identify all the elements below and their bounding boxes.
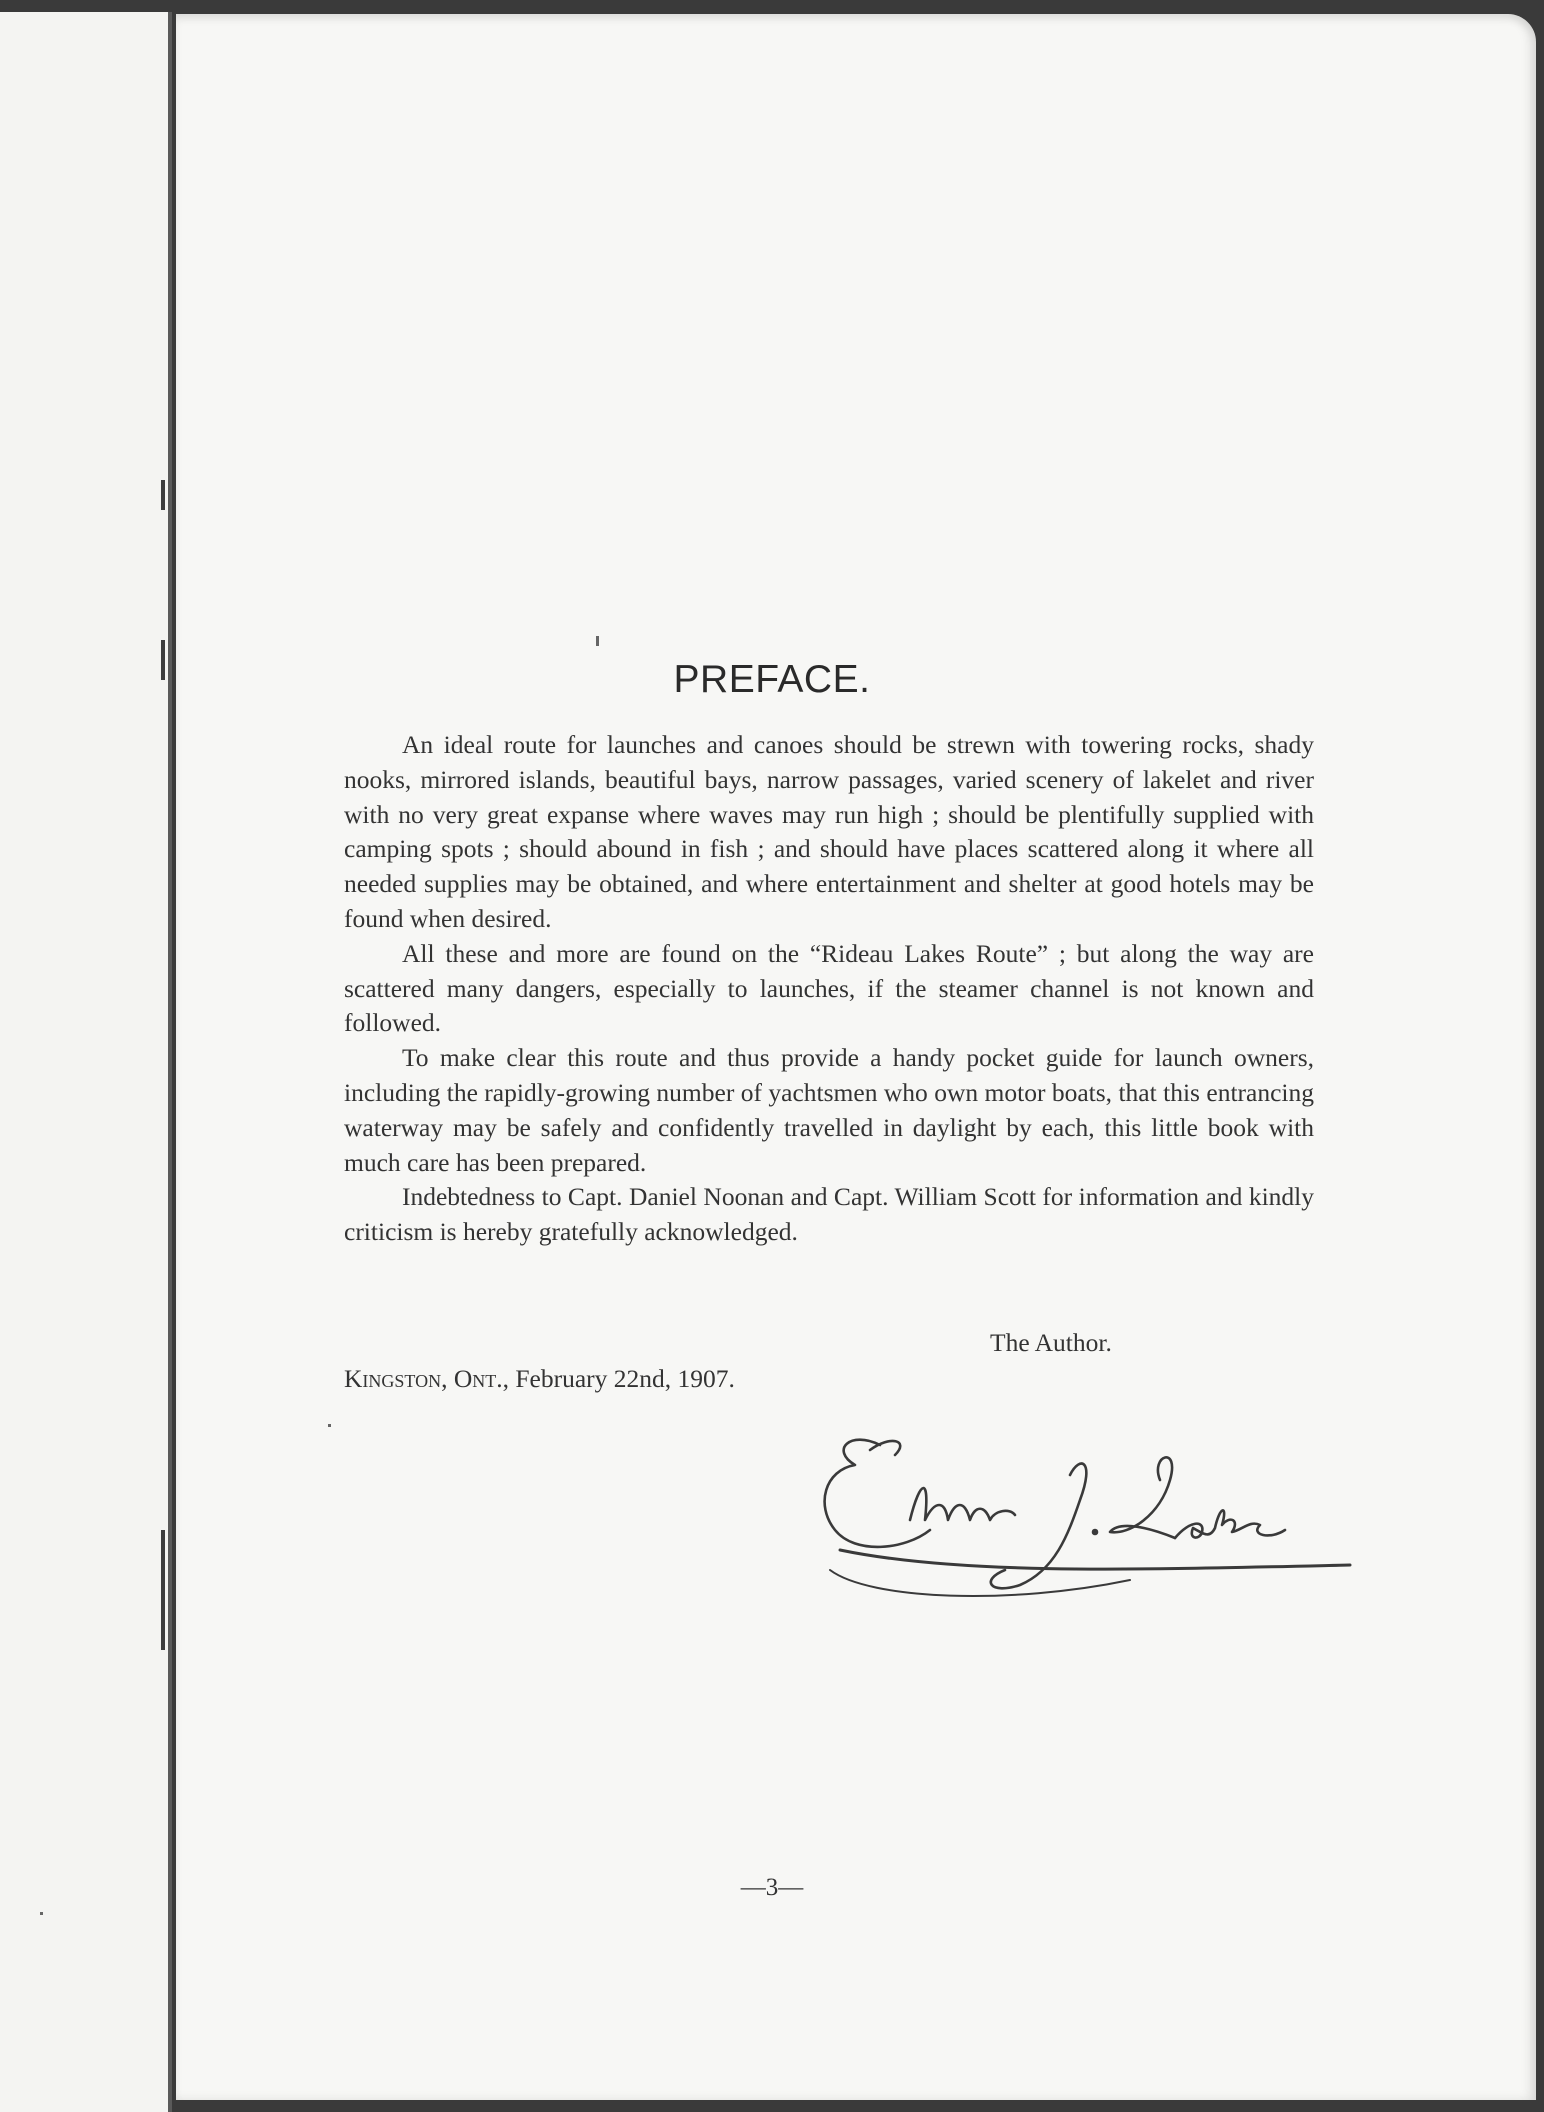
- dateline: [344, 1364, 735, 1394]
- page-title: PREFACE.: [673, 658, 871, 701]
- ink-speck: [328, 1424, 331, 1427]
- paragraph: An ideal route for launches and canoes should be strewn with towering rocks, shady nooks, mirrored islands, beautiful bays, narrow passages, varied scenery of lakelet and river with no very great expanse where waves may run high ; should be plentifully supplied with camping spots ; should abound in fish ; and should have places scattered along it where all needed supplies may be obtained, and where entertainment and shelter at good hotels may be found when desired.: [344, 730, 1314, 933]
- paragraph: Indebtedness to Capt. Daniel Noonan and Capt. William Scott for information and kindly criticism is hereby gratefully acknowledged.: [344, 1182, 1314, 1247]
- dateline-date: February 22nd, 1907.: [515, 1364, 735, 1393]
- page-edge-mark: [161, 1530, 165, 1650]
- author-signoff: The Author.: [990, 1328, 1112, 1357]
- page-number: —3—: [740, 1874, 804, 1901]
- paragraph: To make clear this route and thus provide a handy pocket guide for launch owners, including the rapidly-growing number of yachtsmen who own motor boats, that this entrancing waterway may be safely and confidently travelled in daylight by each, this little book with much care has been prepared.: [344, 1043, 1314, 1177]
- paper-speck: [40, 1912, 43, 1915]
- preface-body: [344, 728, 1314, 1250]
- page-edge-mark: [161, 480, 165, 510]
- paragraph: All these and more are found on the “Rideau Lakes Route” ; but along the way are scattered many dangers, especially to launches, if the steamer channel is not known and followed.: [344, 938, 1314, 1038]
- dateline-place: Kingston, Ont.,: [344, 1364, 509, 1393]
- facing-page-margin: [0, 12, 172, 2112]
- handwritten-signature: [810, 1420, 1360, 1620]
- ink-speck: [596, 636, 599, 646]
